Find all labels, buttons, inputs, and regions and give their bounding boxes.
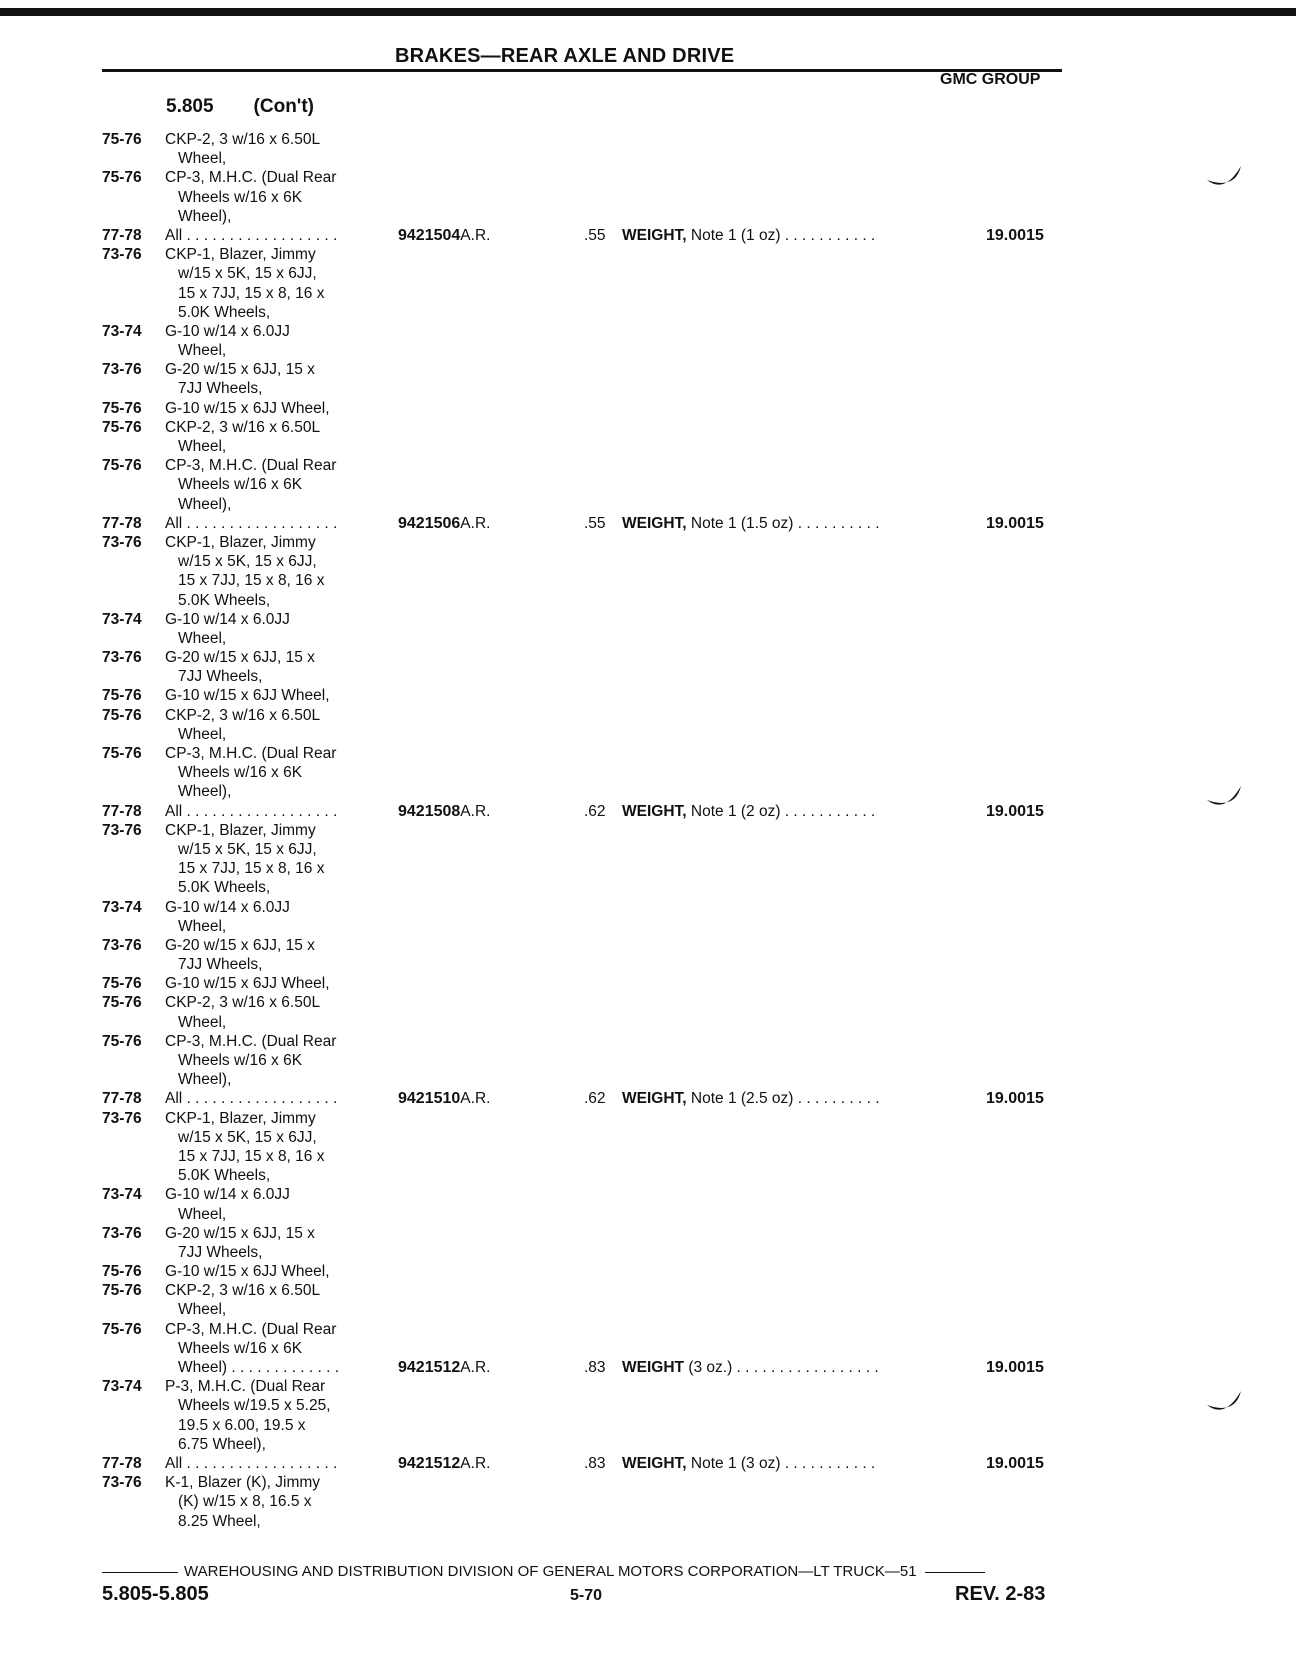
price: .62 xyxy=(584,1090,606,1108)
application-text: Wheel, xyxy=(178,1013,227,1031)
list-item xyxy=(102,399,1082,418)
part-number-value: 9421512 xyxy=(398,1454,461,1472)
part-name xyxy=(622,1454,875,1473)
list-item xyxy=(102,1492,1082,1511)
list-item xyxy=(102,360,1082,379)
model-years: 75-76 xyxy=(102,399,142,417)
list-item xyxy=(102,782,1082,801)
model-years: 75-76 xyxy=(102,169,142,187)
list-item xyxy=(102,821,1082,840)
application-text: Wheel), xyxy=(178,783,232,801)
list-item xyxy=(102,533,1082,552)
part-name-value: WEIGHT, xyxy=(622,1090,687,1108)
price: .55 xyxy=(584,226,606,244)
model-years: 75-76 xyxy=(102,994,142,1012)
quantity-code: A.R. xyxy=(460,802,491,820)
application-text: 5.0K Wheels, xyxy=(178,1167,271,1185)
model-years: 73-74 xyxy=(102,1186,142,1204)
page-title: BRAKES—REAR AXLE AND DRIVE xyxy=(395,45,735,67)
application-text: CKP-2, 3 w/16 x 6.50L xyxy=(165,1282,321,1300)
application-text: Wheel, xyxy=(178,342,227,360)
model-years: 73-76 xyxy=(102,533,142,551)
list-item xyxy=(102,1377,1082,1396)
price: .55 xyxy=(584,514,606,532)
application-text: CKP-2, 3 w/16 x 6.50L xyxy=(165,131,321,148)
list-item xyxy=(102,1281,1082,1300)
application-text: CKP-1, Blazer, Jimmy xyxy=(165,1109,316,1127)
list-item xyxy=(102,1013,1082,1032)
group-number: 19.0015 xyxy=(986,802,1044,820)
part-number-value: 9421506 xyxy=(398,514,461,532)
model-years: 77-78 xyxy=(102,1090,142,1108)
list-item xyxy=(102,936,1082,955)
part-number xyxy=(398,1454,490,1473)
model-years: 73-76 xyxy=(102,1474,142,1492)
list-item xyxy=(102,475,1082,494)
application-text: CKP-1, Blazer, Jimmy xyxy=(165,533,316,551)
application-text: Wheels w/19.5 x 5.25, xyxy=(178,1397,331,1415)
application-text: 15 x 7JJ, 15 x 8, 16 x xyxy=(178,572,325,590)
list-item xyxy=(102,763,1082,782)
application-text: 7JJ Wheels, xyxy=(178,668,263,686)
list-item xyxy=(102,264,1082,283)
model-years: 75-76 xyxy=(102,975,142,993)
application-text: 6.75 Wheel), xyxy=(178,1435,266,1453)
list-item xyxy=(102,456,1082,475)
binder-hole-mark-icon xyxy=(1205,160,1245,200)
part-number-value: 9421510 xyxy=(398,1090,461,1108)
group-label: GMC GROUP xyxy=(940,71,1041,88)
application-text: CP-3, M.H.C. (Dual Rear xyxy=(165,457,337,475)
application-text: G-20 w/15 x 6JJ, 15 x xyxy=(165,936,315,954)
application-text: Wheels w/16 x 6K xyxy=(178,1052,303,1069)
list-item xyxy=(102,495,1082,514)
model-years: 75-76 xyxy=(102,1282,142,1300)
list-item xyxy=(102,725,1082,744)
quantity-code: A.R. xyxy=(460,1359,491,1376)
price: .83 xyxy=(584,1454,606,1472)
list-item xyxy=(102,1396,1082,1415)
application-text: 15 x 7JJ, 15 x 8, 16 x xyxy=(178,284,325,302)
list-item xyxy=(102,610,1082,629)
application-text: CKP-2, 3 w/16 x 6.50L xyxy=(165,994,321,1012)
list-item xyxy=(102,1454,1082,1473)
list-item xyxy=(102,1320,1082,1339)
part-number-value: 9421512 xyxy=(398,1359,461,1376)
application-text: G-10 w/15 x 6JJ Wheel, xyxy=(165,399,330,417)
quantity-code: A.R. xyxy=(460,1454,491,1472)
list-item xyxy=(102,802,1082,821)
section-cont: (Con't) xyxy=(253,96,314,117)
list-item xyxy=(102,1089,1082,1108)
model-years: 73-76 xyxy=(102,936,142,954)
application-text: Wheels w/16 x 6K xyxy=(178,188,303,206)
part-note: Note 1 (2.5 oz) . . . . . . . . . . xyxy=(690,1090,880,1108)
application-text: Wheels w/16 x 6K xyxy=(178,476,303,494)
list-item xyxy=(102,993,1082,1012)
model-years: 73-76 xyxy=(102,821,142,839)
group-number: 19.0015 xyxy=(986,226,1044,244)
list-item xyxy=(102,686,1082,705)
list-item xyxy=(102,322,1082,341)
list-item xyxy=(102,1032,1082,1051)
part-name-value: WEIGHT, xyxy=(622,226,687,244)
list-item xyxy=(102,1205,1082,1224)
application-text: Wheel, xyxy=(178,917,227,935)
part-name xyxy=(622,226,875,245)
group-number: 19.0015 xyxy=(986,1359,1044,1376)
model-years: 73-76 xyxy=(102,1224,142,1242)
application-text: G-10 w/15 x 6JJ Wheel, xyxy=(165,687,330,705)
part-name-value: WEIGHT, xyxy=(622,1454,687,1472)
section-heading xyxy=(166,96,314,118)
application-text: G-10 w/14 x 6.0JJ xyxy=(165,1186,290,1204)
application-text: CKP-1, Blazer, Jimmy xyxy=(165,821,316,839)
part-note: Note 1 (1 oz) . . . . . . . . . . . xyxy=(690,226,876,244)
application-text: G-10 w/14 x 6.0JJ xyxy=(165,898,290,916)
application-text: All . . . . . . . . . . . . . . . . . . xyxy=(165,514,338,532)
application-text: w/15 x 5K, 15 x 6JJ, xyxy=(178,1128,317,1146)
list-item xyxy=(102,1243,1082,1262)
application-text: Wheel) . . . . . . . . . . . . . xyxy=(178,1359,340,1376)
model-years: 73-76 xyxy=(102,649,142,667)
model-years: 75-76 xyxy=(102,1032,142,1050)
application-text: Wheel, xyxy=(178,1301,227,1319)
list-item xyxy=(102,706,1082,725)
part-note: Note 1 (1.5 oz) . . . . . . . . . . xyxy=(690,514,880,532)
model-years: 75-76 xyxy=(102,1263,142,1281)
application-text: Wheel, xyxy=(178,438,227,455)
application-text: Wheel), xyxy=(178,1071,232,1089)
application-text: 7JJ Wheels, xyxy=(178,380,263,398)
application-text: w/15 x 5K, 15 x 6JJ, xyxy=(178,265,317,283)
model-years: 75-76 xyxy=(102,687,142,705)
application-text: CP-3, M.H.C. (Dual Rear xyxy=(165,745,337,762)
footer-revision: REV. 2-83 xyxy=(955,1583,1046,1605)
list-item xyxy=(102,379,1082,398)
application-text: 5.0K Wheels, xyxy=(178,879,271,897)
list-item xyxy=(102,1224,1082,1243)
part-number-value: 9421508 xyxy=(398,802,461,820)
binder-hole-mark-icon xyxy=(1205,780,1245,820)
application-text: Wheel, xyxy=(178,629,227,647)
list-item xyxy=(102,878,1082,897)
list-item xyxy=(102,898,1082,917)
top-rule xyxy=(0,8,1296,16)
application-text: 15 x 7JJ, 15 x 8, 16 x xyxy=(178,860,325,878)
list-item xyxy=(102,840,1082,859)
application-text: K-1, Blazer (K), Jimmy xyxy=(165,1474,321,1492)
list-item xyxy=(102,341,1082,360)
application-text: G-20 w/15 x 6JJ, 15 x xyxy=(165,649,315,667)
list-item xyxy=(102,188,1082,207)
list-item xyxy=(102,168,1082,187)
application-text: P-3, M.H.C. (Dual Rear xyxy=(165,1378,326,1396)
part-name-value: WEIGHT xyxy=(622,1359,684,1376)
footer-page-number: 5-70 xyxy=(570,1587,603,1604)
list-item xyxy=(102,917,1082,936)
list-item xyxy=(102,514,1082,533)
part-number-value: 9421504 xyxy=(398,226,461,244)
application-text: CKP-2, 3 w/16 x 6.50L xyxy=(165,706,321,724)
part-name-value: WEIGHT, xyxy=(622,802,687,820)
list-item xyxy=(102,1358,1082,1377)
application-text: Wheel), xyxy=(178,495,232,513)
application-text: All . . . . . . . . . . . . . . . . . . xyxy=(165,226,338,244)
application-text: All . . . . . . . . . . . . . . . . . . xyxy=(165,1090,338,1108)
list-item xyxy=(102,1473,1082,1492)
application-text: Wheels w/16 x 6K xyxy=(178,1339,303,1357)
quantity-code: A.R. xyxy=(460,1090,491,1108)
list-item xyxy=(102,1051,1082,1070)
model-years: 77-78 xyxy=(102,1454,142,1472)
model-years: 75-76 xyxy=(102,745,142,762)
list-item xyxy=(102,130,1082,149)
list-item xyxy=(102,1147,1082,1166)
application-text: Wheel, xyxy=(178,150,227,168)
list-item xyxy=(102,744,1082,763)
application-text: G-20 w/15 x 6JJ, 15 x xyxy=(165,1224,315,1242)
model-years: 75-76 xyxy=(102,706,142,724)
model-years: 75-76 xyxy=(102,418,142,436)
list-item xyxy=(102,1435,1082,1454)
list-item xyxy=(102,303,1082,322)
application-text: 19.5 x 6.00, 19.5 x xyxy=(178,1416,306,1434)
application-text: (K) w/15 x 8, 16.5 x xyxy=(178,1493,312,1511)
model-years: 75-76 xyxy=(102,1320,142,1338)
application-text: CP-3, M.H.C. (Dual Rear xyxy=(165,169,337,187)
quantity-code: A.R. xyxy=(460,226,491,244)
list-item xyxy=(102,1512,1082,1531)
part-name xyxy=(622,1358,879,1377)
parts-list xyxy=(102,130,1082,1531)
part-number xyxy=(398,1089,490,1108)
application-text: 8.25 Wheel, xyxy=(178,1512,261,1530)
application-text: CP-3, M.H.C. (Dual Rear xyxy=(165,1320,337,1338)
application-text: Wheel), xyxy=(178,207,232,225)
group-number: 19.0015 xyxy=(986,1090,1044,1108)
list-item xyxy=(102,1416,1082,1435)
header-rule xyxy=(102,69,1062,72)
application-text: Wheels w/16 x 6K xyxy=(178,764,303,782)
list-item xyxy=(102,571,1082,590)
application-text: 7JJ Wheels, xyxy=(178,956,263,974)
list-item xyxy=(102,1109,1082,1128)
model-years: 73-74 xyxy=(102,610,142,628)
part-number xyxy=(398,1358,490,1377)
binder-hole-mark-icon xyxy=(1205,1385,1245,1425)
list-item xyxy=(102,1339,1082,1358)
model-years: 73-74 xyxy=(102,1378,142,1396)
application-text: G-10 w/15 x 6JJ Wheel, xyxy=(165,975,330,993)
model-years: 75-76 xyxy=(102,131,142,148)
part-name xyxy=(622,1089,880,1108)
list-item xyxy=(102,1300,1082,1319)
application-text: Wheel, xyxy=(178,725,227,743)
footer-line: WAREHOUSING AND DISTRIBUTION DIVISION OF GENERAL MOTORS CORPORATION—LT TRUCK—51 xyxy=(102,1563,985,1580)
application-text: All . . . . . . . . . . . . . . . . . . xyxy=(165,802,338,820)
application-text: CKP-1, Blazer, Jimmy xyxy=(165,246,316,264)
list-item xyxy=(102,418,1082,437)
part-name xyxy=(622,802,875,821)
model-years: 77-78 xyxy=(102,514,142,532)
model-years: 73-74 xyxy=(102,898,142,916)
application-text: G-10 w/14 x 6.0JJ xyxy=(165,322,290,340)
group-number: 19.0015 xyxy=(986,1454,1044,1472)
application-text: G-10 w/14 x 6.0JJ xyxy=(165,610,290,628)
application-text: 15 x 7JJ, 15 x 8, 16 x xyxy=(178,1147,325,1165)
model-years: 75-76 xyxy=(102,457,142,475)
part-name xyxy=(622,514,880,533)
part-note: (3 oz.) . . . . . . . . . . . . . . . . . xyxy=(688,1359,879,1376)
part-number xyxy=(398,514,490,533)
application-text: w/15 x 5K, 15 x 6JJ, xyxy=(178,553,317,571)
list-item xyxy=(102,207,1082,226)
list-item xyxy=(102,245,1082,264)
application-text: 5.0K Wheels, xyxy=(178,303,271,321)
list-item xyxy=(102,955,1082,974)
price: .83 xyxy=(584,1359,606,1376)
list-item xyxy=(102,1262,1082,1281)
group-number: 19.0015 xyxy=(986,514,1044,532)
model-years: 77-78 xyxy=(102,802,142,820)
application-text: All . . . . . . . . . . . . . . . . . . xyxy=(165,1454,338,1472)
list-item xyxy=(102,1166,1082,1185)
quantity-code: A.R. xyxy=(460,514,491,532)
application-text: G-20 w/15 x 6JJ, 15 x xyxy=(165,361,315,379)
list-item xyxy=(102,552,1082,571)
price: .62 xyxy=(584,802,606,820)
part-number xyxy=(398,226,490,245)
model-years: 73-76 xyxy=(102,1109,142,1127)
application-text: CKP-2, 3 w/16 x 6.50L xyxy=(165,418,321,436)
application-text: Wheel, xyxy=(178,1205,227,1223)
list-item xyxy=(102,226,1082,245)
list-item xyxy=(102,1128,1082,1147)
list-item xyxy=(102,591,1082,610)
list-item xyxy=(102,859,1082,878)
list-item xyxy=(102,1185,1082,1204)
section-number: 5.805 xyxy=(166,96,214,117)
model-years: 73-74 xyxy=(102,322,142,340)
list-item xyxy=(102,149,1082,168)
list-item xyxy=(102,437,1082,456)
list-item xyxy=(102,284,1082,303)
list-item xyxy=(102,648,1082,667)
part-name-value: WEIGHT, xyxy=(622,514,687,532)
application-text: 5.0K Wheels, xyxy=(178,591,271,609)
part-note: Note 1 (2 oz) . . . . . . . . . . . xyxy=(690,802,876,820)
model-years: 73-76 xyxy=(102,246,142,264)
part-note: Note 1 (3 oz) . . . . . . . . . . . xyxy=(690,1454,876,1472)
application-text: 7JJ Wheels, xyxy=(178,1243,263,1261)
footer-section-range: 5.805-5.805 xyxy=(102,1583,209,1605)
model-years: 73-76 xyxy=(102,361,142,379)
list-item xyxy=(102,667,1082,686)
list-item xyxy=(102,1070,1082,1089)
model-years: 77-78 xyxy=(102,226,142,244)
list-item xyxy=(102,974,1082,993)
list-item xyxy=(102,629,1082,648)
application-text: CP-3, M.H.C. (Dual Rear xyxy=(165,1032,337,1050)
application-text: G-10 w/15 x 6JJ Wheel, xyxy=(165,1263,330,1281)
part-number xyxy=(398,802,490,821)
application-text: w/15 x 5K, 15 x 6JJ, xyxy=(178,840,317,858)
